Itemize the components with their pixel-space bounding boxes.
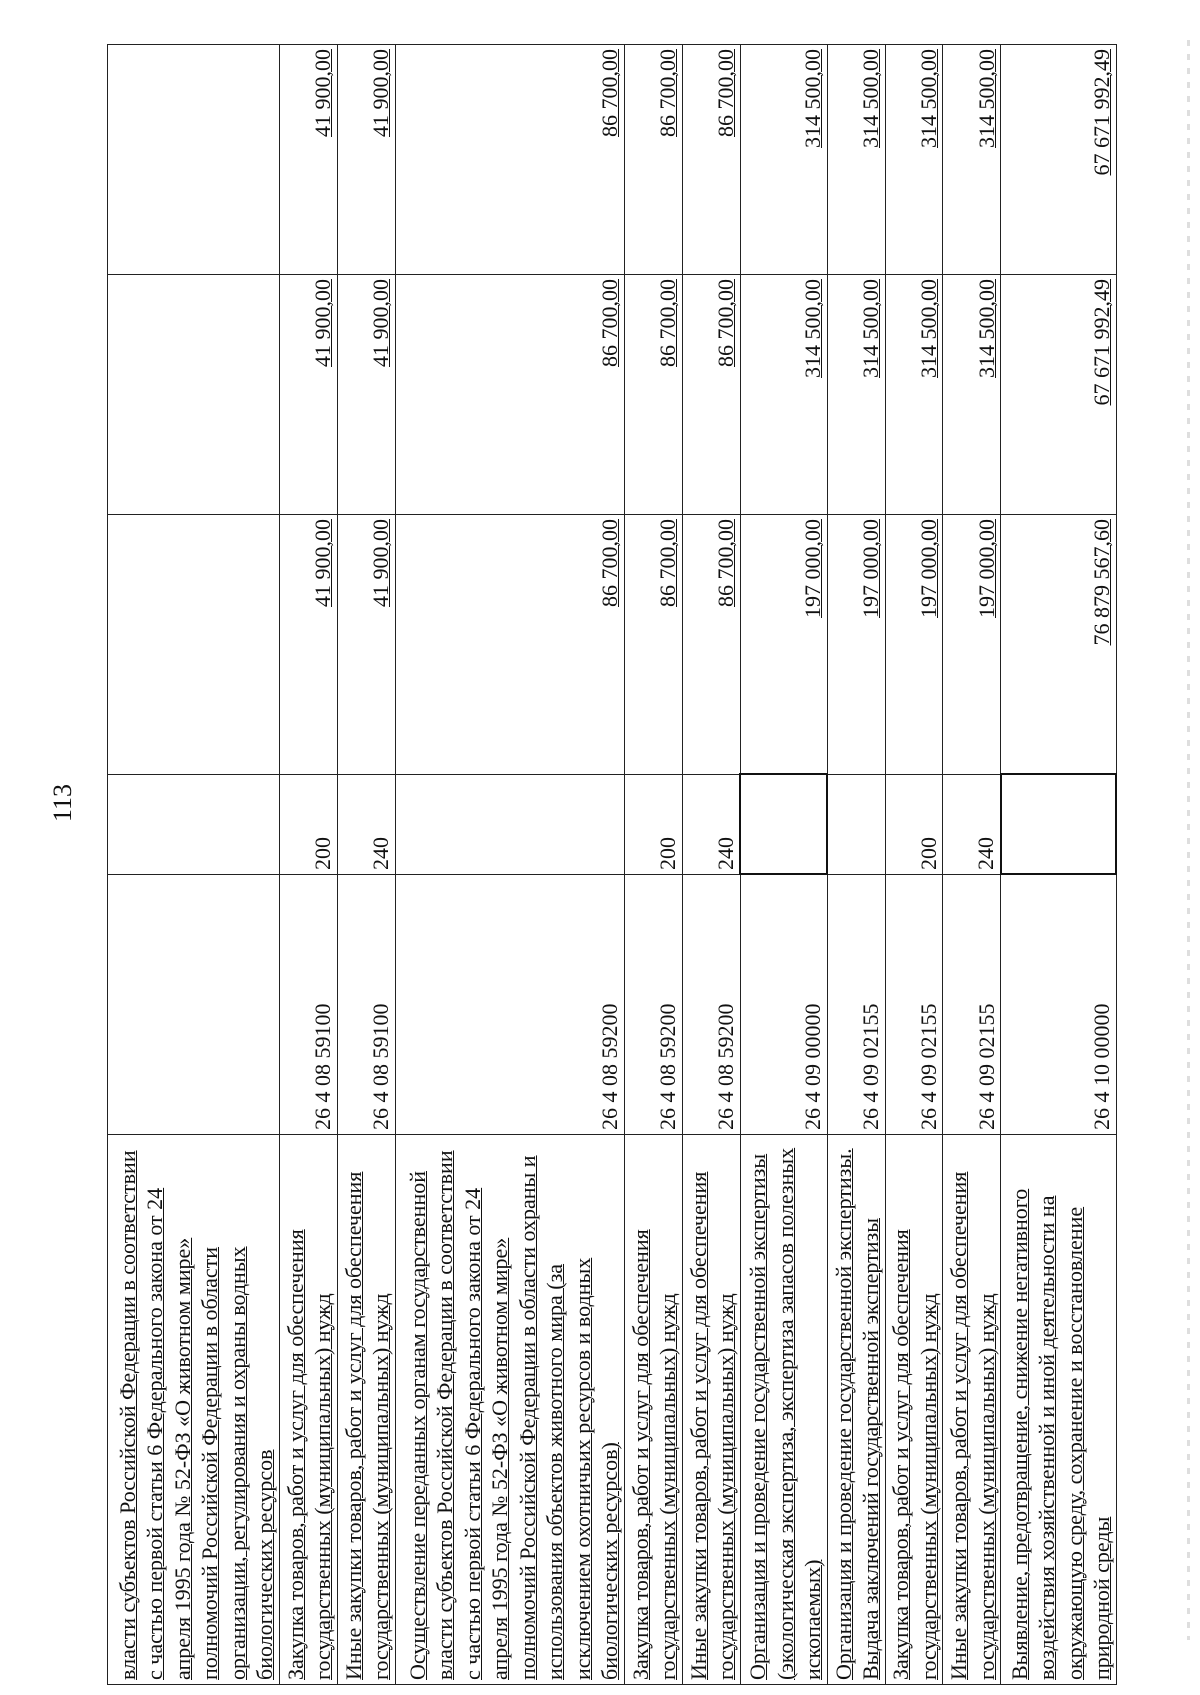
row-value-2: 314 500,00 bbox=[943, 275, 1001, 515]
row-type: 200 bbox=[624, 775, 682, 875]
row-value-3: 314 500,00 bbox=[827, 45, 885, 275]
row-code bbox=[108, 875, 280, 1135]
row-type bbox=[395, 775, 624, 875]
row-value-1 bbox=[108, 515, 280, 775]
row-value-1: 197 000,00 bbox=[740, 515, 827, 775]
row-value-1: 86 700,00 bbox=[624, 515, 682, 775]
row-value-2: 67 671 992,49 bbox=[1001, 275, 1116, 515]
row-code: 26 4 09 02155 bbox=[943, 875, 1001, 1135]
row-name: Иные закупки товаров, работ и услуг для обеспечения государственных (муниципальных) нужд bbox=[943, 1135, 1001, 1685]
row-type: 240 bbox=[337, 775, 395, 875]
row-code: 26 4 08 59200 bbox=[395, 875, 624, 1135]
budget-table-body bbox=[108, 45, 1117, 1685]
row-value-3: 314 500,00 bbox=[943, 45, 1001, 275]
row-value-3: 41 900,00 bbox=[337, 45, 395, 275]
table-row bbox=[395, 45, 624, 1685]
row-name: Осуществление переданных органам государственной власти субъектов Российской Федерации в соответствии с частью первой статьи 6 Федерального закона от 24 апреля 1995 года № 52-ФЗ «О животном мире» полномочий Российской Федерации в области охраны и использования объектов животного мира (за исключением охотничьих ресурсов и водных биологических ресурсов) bbox=[395, 1135, 624, 1685]
row-type bbox=[1001, 775, 1116, 875]
table-row bbox=[682, 45, 740, 1685]
row-name: Закупка товаров, работ и услуг для обеспечения государственных (муниципальных) нужд bbox=[624, 1135, 682, 1685]
row-code: 26 4 08 59200 bbox=[624, 875, 682, 1135]
row-type: 200 bbox=[279, 775, 337, 875]
row-value-2: 314 500,00 bbox=[885, 275, 943, 515]
row-code: 26 4 08 59100 bbox=[279, 875, 337, 1135]
row-value-2: 41 900,00 bbox=[279, 275, 337, 515]
row-value-3: 41 900,00 bbox=[279, 45, 337, 275]
row-value-3: 314 500,00 bbox=[740, 45, 827, 275]
row-name: власти субъектов Российской Федерации в соответствии с частью первой статьи 6 Федерального закона от 24 апреля 1995 года № 52-ФЗ «О животном мире» полномочий Российской Федерации в области организации, регулирования и охраны водных биологических ресурсов bbox=[108, 1135, 280, 1685]
table-row bbox=[885, 45, 943, 1685]
row-value-1: 76 879 567,60 bbox=[1001, 515, 1116, 775]
row-value-2: 314 500,00 bbox=[740, 275, 827, 515]
row-type: 240 bbox=[943, 775, 1001, 875]
row-name: Иные закупки товаров, работ и услуг для обеспечения государственных (муниципальных) нужд bbox=[337, 1135, 395, 1685]
row-type bbox=[108, 775, 280, 875]
row-value-1: 86 700,00 bbox=[682, 515, 740, 775]
budget-table bbox=[107, 44, 1117, 1685]
row-type: 200 bbox=[885, 775, 943, 875]
row-name: Организация и проведение государственной экспертизы. Выдача заключений государственной экспертизы bbox=[827, 1135, 885, 1685]
row-value-1: 197 000,00 bbox=[827, 515, 885, 775]
row-name: Организация и проведение государственной экспертизы (экологическая экспертиза, экспертиза запасов полезных ископаемых) bbox=[740, 1135, 827, 1685]
row-value-2: 86 700,00 bbox=[682, 275, 740, 515]
row-value-1: 41 900,00 bbox=[337, 515, 395, 775]
row-value-1: 41 900,00 bbox=[279, 515, 337, 775]
table-row bbox=[279, 45, 337, 1685]
row-value-1: 197 000,00 bbox=[943, 515, 1001, 775]
row-value-2: 86 700,00 bbox=[624, 275, 682, 515]
row-type bbox=[827, 775, 885, 875]
row-value-2: 314 500,00 bbox=[827, 275, 885, 515]
row-value-3 bbox=[108, 45, 280, 275]
row-name: Выявление, предотвращение, снижение негативного воздействия хозяйственной и иной деятельности на окружающую среду, сохранение и восстановление природной среды bbox=[1001, 1135, 1116, 1685]
row-value-2: 41 900,00 bbox=[337, 275, 395, 515]
table-row bbox=[943, 45, 1001, 1685]
row-code: 26 4 09 02155 bbox=[885, 875, 943, 1135]
scan-edge-artifact bbox=[1187, 40, 1190, 1640]
table-row bbox=[337, 45, 395, 1685]
row-type bbox=[740, 775, 827, 875]
row-name: Иные закупки товаров, работ и услуг для обеспечения государственных (муниципальных) нужд bbox=[682, 1135, 740, 1685]
row-type: 240 bbox=[682, 775, 740, 875]
table-row bbox=[624, 45, 682, 1685]
row-code: 26 4 08 59200 bbox=[682, 875, 740, 1135]
table-row bbox=[108, 45, 280, 1685]
row-name: Закупка товаров, работ и услуг для обеспечения государственных (муниципальных) нужд bbox=[885, 1135, 943, 1685]
row-value-2: 86 700,00 bbox=[395, 275, 624, 515]
table-row bbox=[1001, 45, 1116, 1685]
row-code: 26 4 09 02155 bbox=[827, 875, 885, 1135]
page-number: 113 bbox=[48, 783, 77, 822]
row-value-1: 197 000,00 bbox=[885, 515, 943, 775]
table-row bbox=[740, 45, 827, 1685]
row-value-3: 314 500,00 bbox=[885, 45, 943, 275]
row-value-1: 86 700,00 bbox=[395, 515, 624, 775]
table-row bbox=[827, 45, 885, 1685]
row-value-3: 86 700,00 bbox=[682, 45, 740, 275]
row-value-3: 86 700,00 bbox=[624, 45, 682, 275]
row-value-2 bbox=[108, 275, 280, 515]
row-name: Закупка товаров, работ и услуг для обеспечения государственных (муниципальных) нужд bbox=[279, 1135, 337, 1685]
row-code: 26 4 09 00000 bbox=[740, 875, 827, 1135]
row-value-3: 86 700,00 bbox=[395, 45, 624, 275]
row-value-3: 67 671 992,49 bbox=[1001, 45, 1116, 275]
row-code: 26 4 08 59100 bbox=[337, 875, 395, 1135]
budget-table-rotated bbox=[107, 45, 1117, 1685]
row-code: 26 4 10 00000 bbox=[1001, 875, 1116, 1135]
